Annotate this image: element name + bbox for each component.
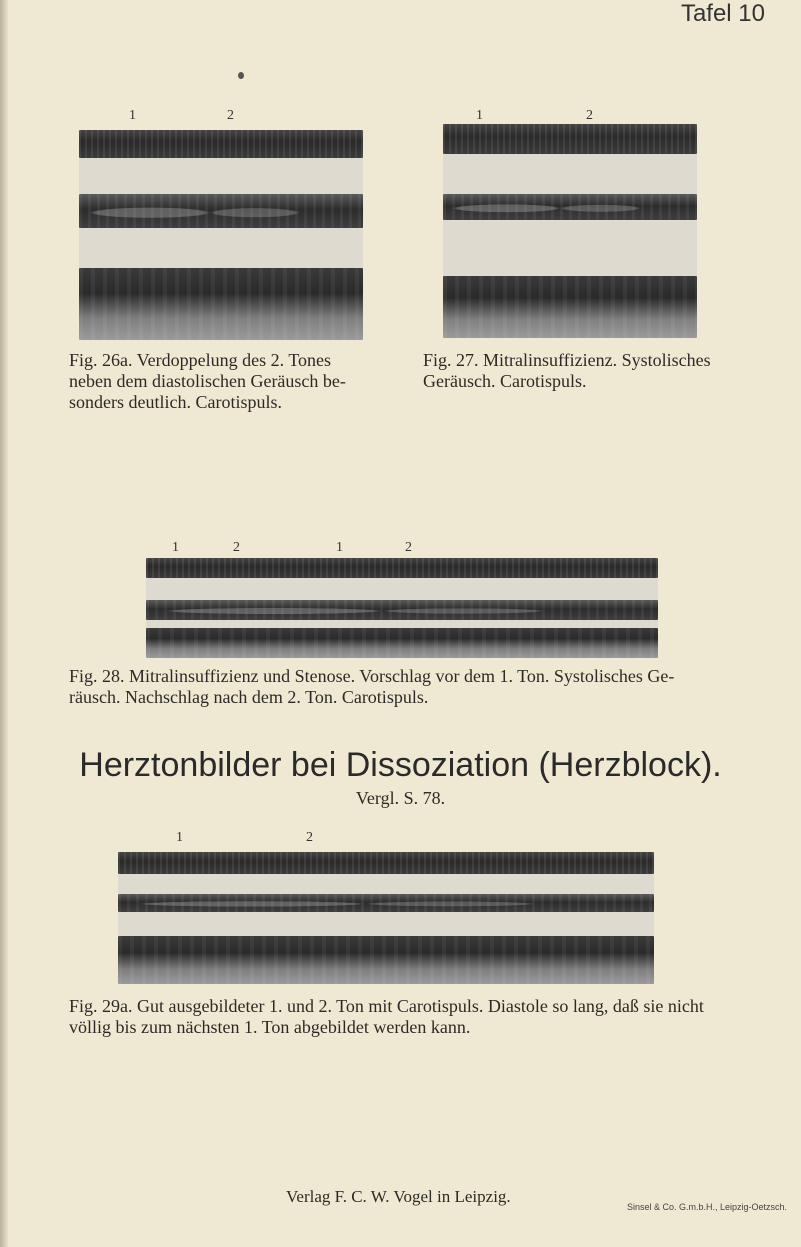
- heart-sound-trace-middle: [443, 194, 697, 220]
- heart-sound-trace-top: [79, 130, 363, 158]
- carotid-pulse-trace: [146, 628, 658, 658]
- trace-gap: [443, 220, 697, 276]
- trace-gap: [146, 620, 658, 628]
- tone-mark-1: 1: [476, 108, 483, 123]
- tone-mark-1: 1: [172, 540, 179, 555]
- section-reference: Vergl. S. 78.: [355, 788, 446, 808]
- figure-27-caption: Fig. 27. Mitralinsuffizienz. Systolisches Geräusch. Carotispuls.: [423, 350, 711, 391]
- tone-mark-2: 2: [227, 108, 234, 123]
- heart-sound-trace-middle: [79, 194, 363, 228]
- tone-mark-1: 1: [176, 830, 183, 845]
- tone-mark-2: 2: [233, 540, 240, 555]
- heart-sound-trace-middle: [146, 600, 658, 620]
- trace-gap: [443, 154, 697, 194]
- tone-mark-1: 1: [336, 540, 343, 555]
- plate-title: Tafel 10: [680, 0, 765, 27]
- figure-26a-caption: Fig. 26a. Verdoppelung des 2. Tones neben dem diastolischen Geräusch be- sonders deutlich. Carotispuls.: [69, 350, 346, 412]
- trace-gap: [79, 158, 363, 194]
- trace-gap: [118, 912, 654, 936]
- carotid-pulse-trace: [79, 268, 363, 340]
- trace-gap: [146, 578, 658, 600]
- page-binding-edge: [0, 0, 8, 1247]
- figure-29a-caption: Fig. 29a. Gut ausgebildeter 1. und 2. Ton mit Carotispuls. Diastole so lang, daß sie nicht völlig bis zum nächsten 1. Ton abgebildet werden kann.: [69, 996, 704, 1037]
- printer-line: Sinsel & Co. G.m.b.H., Leipzig-Oetzsch.: [627, 1202, 788, 1212]
- heart-sound-trace-top: [443, 124, 697, 154]
- trace-gap: [118, 874, 654, 894]
- tone-mark-2: 2: [586, 108, 593, 123]
- publisher-line: Verlag F. C. W. Vogel in Leipzig.: [286, 1187, 511, 1206]
- heart-sound-trace-top: [118, 852, 654, 874]
- figure-28-caption: Fig. 28. Mitralinsuffizienz und Stenose. Vorschlag vor dem 1. Ton. Systolisches Ge- räusch. Nachschlag nach dem 2. Ton. Carotispuls.: [69, 666, 675, 707]
- tone-mark-2: 2: [306, 830, 313, 845]
- carotid-pulse-trace: [443, 276, 697, 338]
- tone-mark-2: 2: [405, 540, 412, 555]
- ink-dot: [238, 72, 244, 79]
- heart-sound-trace-middle: [118, 894, 654, 912]
- section-heading: Herztonbilder bei Dissoziation (Herzblock).: [79, 746, 722, 784]
- tone-mark-1: 1: [129, 108, 136, 123]
- heart-sound-trace-top: [146, 558, 658, 578]
- trace-gap: [79, 228, 363, 268]
- carotid-pulse-trace: [118, 936, 654, 984]
